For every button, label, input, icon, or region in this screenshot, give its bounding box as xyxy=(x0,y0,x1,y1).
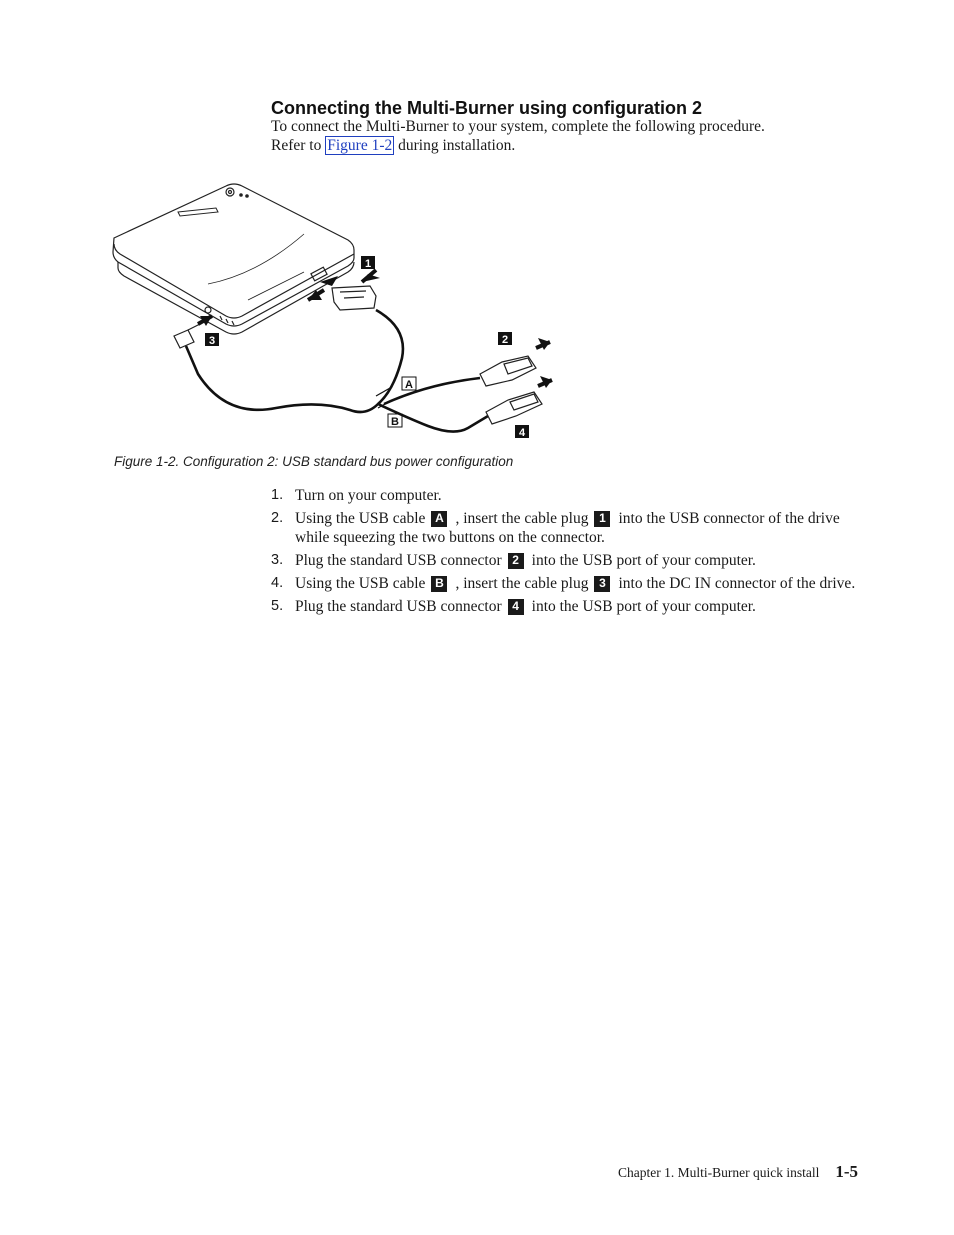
intro-text xyxy=(271,117,851,155)
callout-tag-4: 4 xyxy=(508,599,524,615)
step-number: 4. xyxy=(271,575,284,591)
step-number: 1. xyxy=(271,487,284,503)
callout-2 xyxy=(498,332,512,346)
multi-burner-drive xyxy=(113,184,354,334)
callout-a-text: A xyxy=(405,379,413,391)
callout-tag-a: A xyxy=(431,511,447,527)
step-item xyxy=(271,597,856,616)
step-number: 3. xyxy=(271,552,284,568)
callout-tag-1: 1 xyxy=(594,511,610,527)
callout-tag-2: 2 xyxy=(508,553,524,569)
callout-1 xyxy=(361,256,375,270)
step-item xyxy=(271,551,856,570)
step-item xyxy=(271,574,856,593)
step-text: Turn on your computer. xyxy=(295,487,442,504)
callout-a xyxy=(402,377,416,391)
callout-b xyxy=(388,414,402,428)
usb-cable-a xyxy=(186,310,403,412)
footer-chapter: Chapter 1. Multi-Burner quick install xyxy=(617,1165,820,1180)
intro-line-2 xyxy=(271,136,851,155)
connection-illustration xyxy=(108,178,558,443)
usb-connector-2 xyxy=(480,356,536,386)
procedure-steps xyxy=(271,486,856,620)
cable-plug-1 xyxy=(332,286,376,310)
step-text: Plug the standard USB connector 2 into the USB port of your computer. xyxy=(295,552,756,569)
intro-after: during installation. xyxy=(398,137,516,154)
usb-connector-4 xyxy=(486,392,542,424)
section-heading: Connecting the Multi-Burner using configuration 2 xyxy=(271,98,702,118)
step-text: Plug the standard USB connector 4 into the USB port of your computer. xyxy=(295,598,756,615)
step-text: Using the USB cable B , insert the cable plug 3 into the DC IN connector of the drive. xyxy=(295,575,856,592)
step-item xyxy=(271,486,856,505)
page-footer xyxy=(618,1162,858,1182)
callout-2-text: 2 xyxy=(501,334,509,346)
figure-caption: Figure 1-2. Configuration 2: USB standard bus power configuration xyxy=(114,454,514,469)
callout-3 xyxy=(205,333,219,347)
callout-4-text: 4 xyxy=(518,427,526,439)
step-number: 2. xyxy=(271,510,284,526)
callout-b-text: B xyxy=(391,416,399,428)
callout-tag-b: B xyxy=(431,576,447,592)
callout-3-text: 3 xyxy=(208,335,216,347)
callout-1-text: 1 xyxy=(364,258,372,270)
step-number: 5. xyxy=(271,598,284,614)
intro-line-1: To connect the Multi-Burner to your system, complete the following procedure. xyxy=(271,118,765,135)
step-text: Using the USB cable A , insert the cable plug 1 into the USB connector of the drive while squeezing the two buttons on the connector. xyxy=(295,510,840,546)
callout-4 xyxy=(515,425,529,439)
intro-refer: Refer to xyxy=(271,137,322,154)
step-item xyxy=(271,509,856,547)
callout-tag-3: 3 xyxy=(594,576,610,592)
cable-plug-3 xyxy=(174,324,200,348)
figure-link[interactable]: Figure 1-2 xyxy=(327,137,393,154)
page-number: 1-5 xyxy=(835,1162,858,1181)
